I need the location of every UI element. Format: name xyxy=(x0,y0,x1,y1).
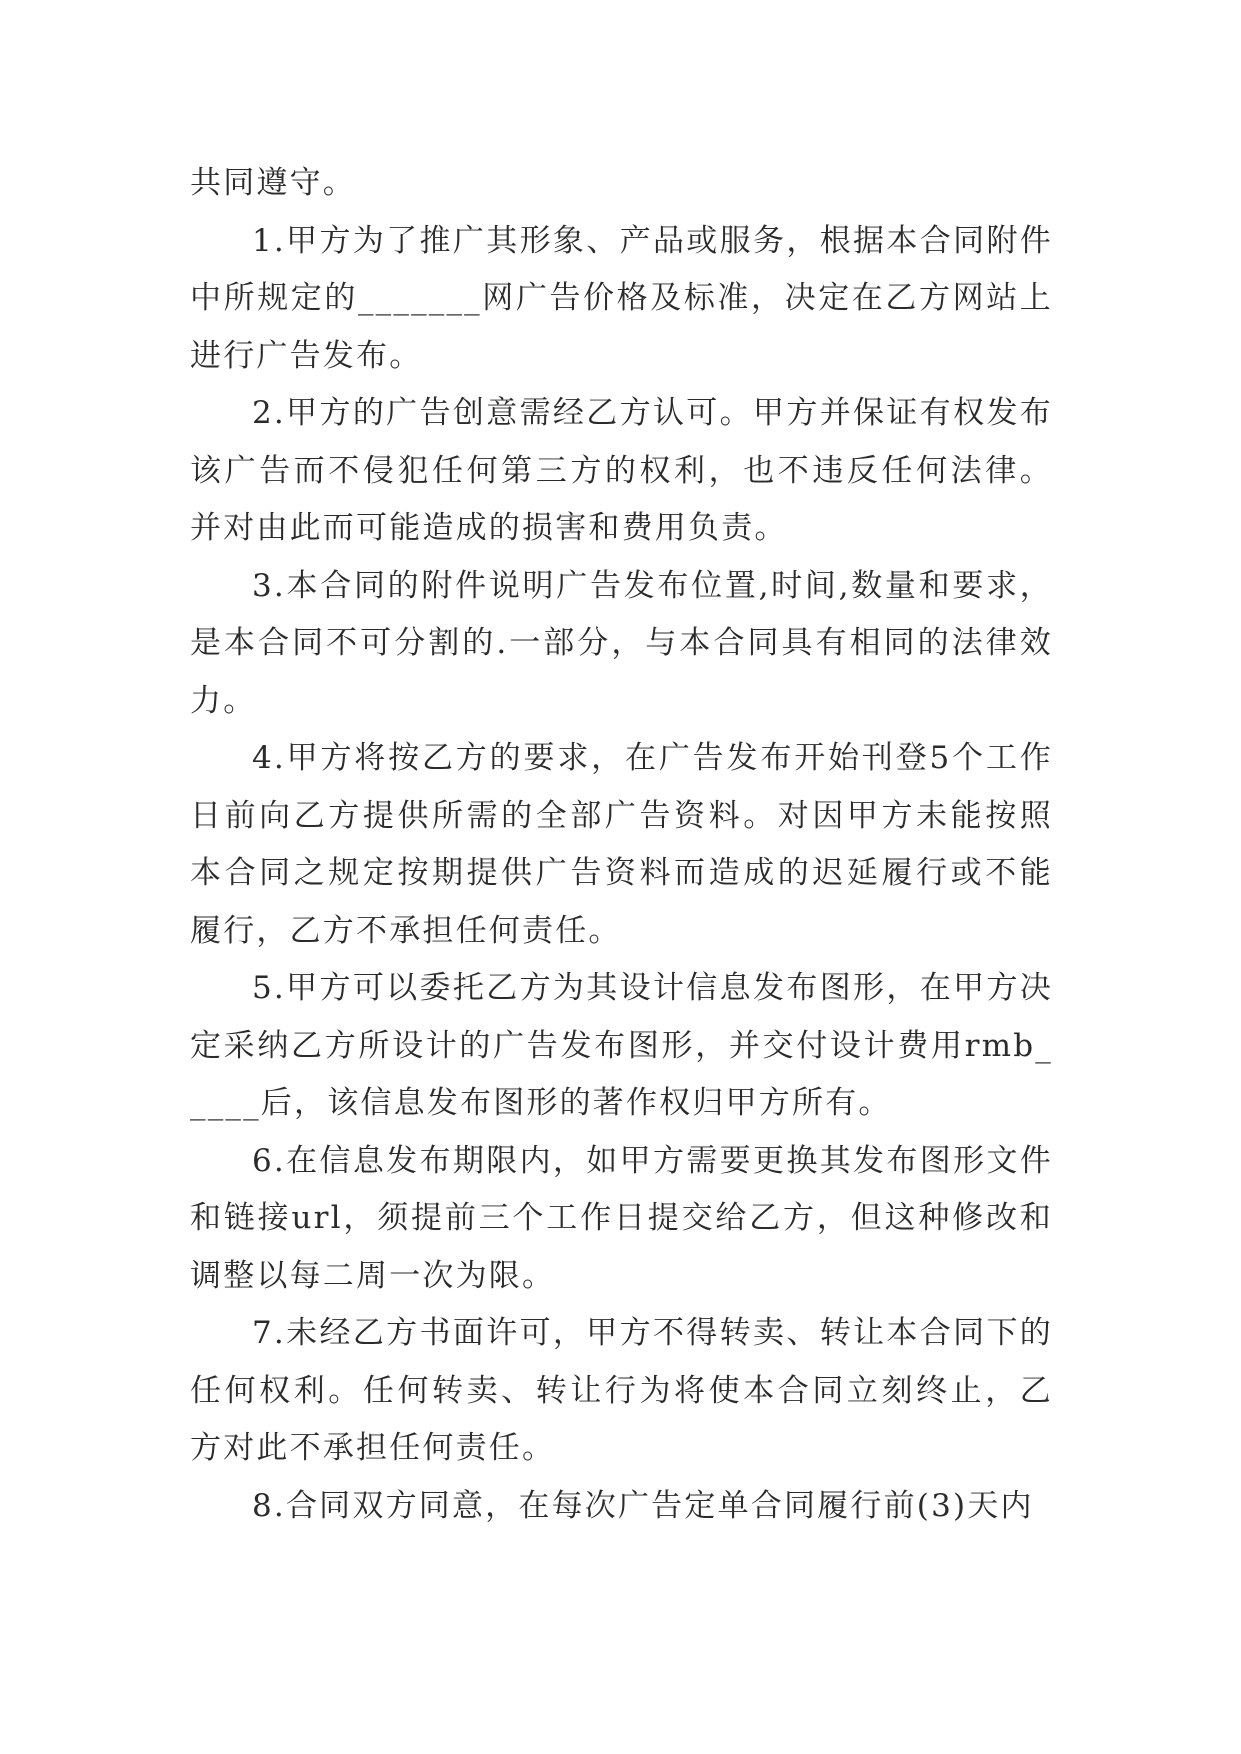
paragraph-continuation: 共同遵守。 xyxy=(190,165,356,201)
clause-8: 8.合同双方同意，在每次广告定单合同履行前(3)天内 xyxy=(252,1487,1034,1524)
clause-3: 3.本合同的附件说明广告发布位置,时间,数量和要求，是本合同不可分割的.一部分，与本合同具有相同的法律效力。 xyxy=(190,567,1053,719)
clause-7: 7.未经乙方书面许可，甲方不得转卖、转让本合同下的任何权利。任何转卖、转让行为将使本合同立刻终止，乙方对此不承担任何责任。 xyxy=(190,1315,1053,1466)
clause-1: 1.甲方为了推广其形象、产品或服务，根据本合同附件中所规定的_______网广告价格及标准，决定在乙方网站上进行广告发布。 xyxy=(190,222,1053,374)
document-body xyxy=(190,155,1053,1535)
clause-4: 4.甲方将按乙方的要求，在广告发布开始刊登5个工作日前向乙方提供所需的全部广告资料。对因甲方未能按照本合同之规定按期提供广告资料而造成的迟延履行或不能履行，乙方不承担任何责任。 xyxy=(190,740,1053,949)
clause-2: 2.甲方的广告创意需经乙方认可。甲方并保证有权发布该广告而不侵犯任何第三方的权利，也不违反任何法律。并对由此而可能造成的损害和费用负责。 xyxy=(190,395,1053,546)
clause-5: 5.甲方可以委托乙方为其设计信息发布图形，在甲方决定采纳乙方所设计的广告发布图形，并交付设计费用rmb_____后，该信息发布图形的著作权归甲方所有。 xyxy=(190,970,1053,1121)
clause-6: 6.在信息发布期限内，如甲方需要更换其发布图形文件和链接url，须提前三个工作日提交给乙方，但这种修改和调整以每二周一次为限。 xyxy=(190,1142,1053,1294)
